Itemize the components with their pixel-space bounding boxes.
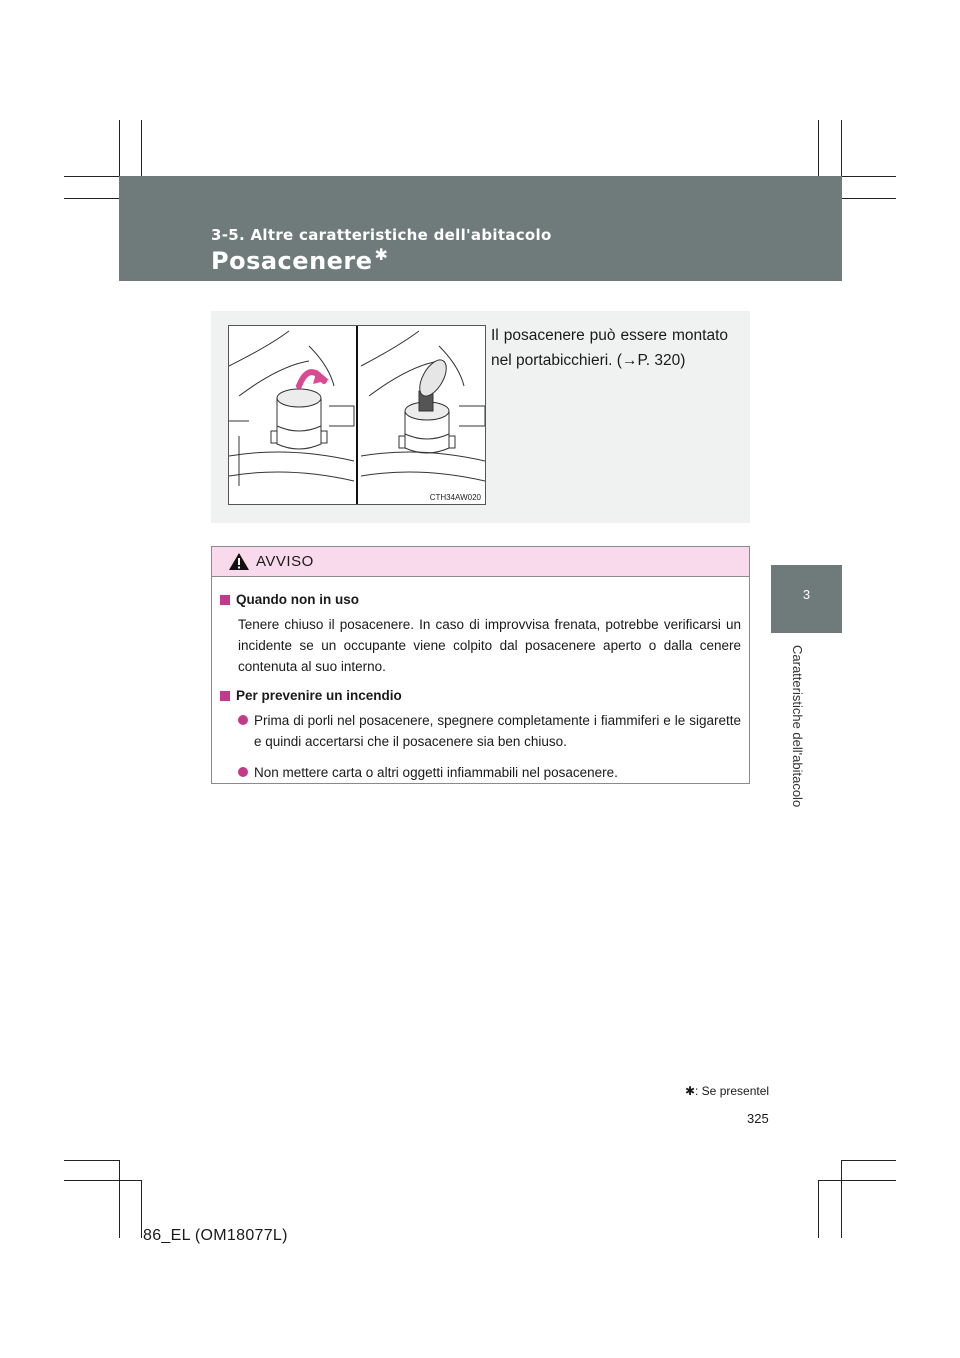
round-bullet-icon	[238, 715, 248, 725]
section-label: 3-5. Altre caratteristiche dell'abitacolo	[211, 226, 552, 244]
document-code: 86_EL (OM18077L)	[143, 1227, 288, 1244]
crop-mark	[64, 1160, 120, 1161]
chapter-tab: 3	[771, 565, 842, 633]
footnote-mark: ✱	[684, 1084, 696, 1098]
crop-mark	[841, 1160, 896, 1161]
item-heading	[220, 589, 741, 610]
square-bullet-icon	[220, 691, 230, 701]
optional-mark: ✱	[374, 245, 389, 264]
intro-text: Il posacenere può essere montato nel portabicchieri. (→P. 320)	[491, 327, 728, 369]
warning-title: AVVISO	[256, 553, 314, 570]
crop-mark	[141, 120, 142, 176]
square-bullet-icon	[220, 595, 230, 605]
item-heading-text: Quando non in uso	[236, 592, 359, 607]
page-number: 325	[747, 1111, 769, 1126]
page-title	[211, 247, 388, 275]
crop-mark	[841, 1160, 842, 1238]
page-title-text: Posacenere	[211, 247, 373, 275]
crop-mark	[841, 198, 896, 199]
list-item	[238, 710, 741, 752]
crop-mark	[64, 198, 120, 199]
warning-icon	[228, 552, 250, 571]
footnote-text: : Se presentel	[695, 1084, 770, 1098]
crop-mark	[818, 120, 819, 176]
round-bullet-icon	[238, 767, 248, 777]
chapter-caption: Caratteristiche dell'abitacolo	[790, 645, 805, 808]
crop-mark	[64, 1180, 142, 1181]
crop-mark	[818, 1180, 896, 1181]
crop-mark	[119, 1160, 120, 1238]
list-item-text: Non mettere carta o altri oggetti infiammabili nel posacenere.	[254, 765, 618, 780]
warning-box	[211, 546, 750, 784]
figure-code: CTH34AW020	[429, 493, 481, 502]
list-item	[238, 762, 741, 783]
crop-mark	[818, 1180, 819, 1238]
ashtray-drawing	[229, 326, 485, 504]
warning-body	[212, 577, 749, 783]
footnote	[685, 1084, 769, 1098]
item-paragraph: Tenere chiuso il posacenere. In caso di improvvisa frenata, potrebbe verificarsi un incidente se un occupante viene colpito dal posacenere aperto o dalla cenere contenuta al suo interno.	[238, 617, 741, 674]
warning-header	[212, 547, 749, 577]
ashtray-illustration	[228, 325, 486, 505]
crop-mark	[141, 1180, 142, 1238]
item-heading	[220, 685, 741, 706]
item-heading-text: Per prevenire un incendio	[236, 688, 402, 703]
list-item-text: Prima di porli nel posacenere, spegnere completamente i fiammiferi e le sigarette e quindi accertarsi che il posacenere sia ben chiuso.	[254, 713, 741, 749]
